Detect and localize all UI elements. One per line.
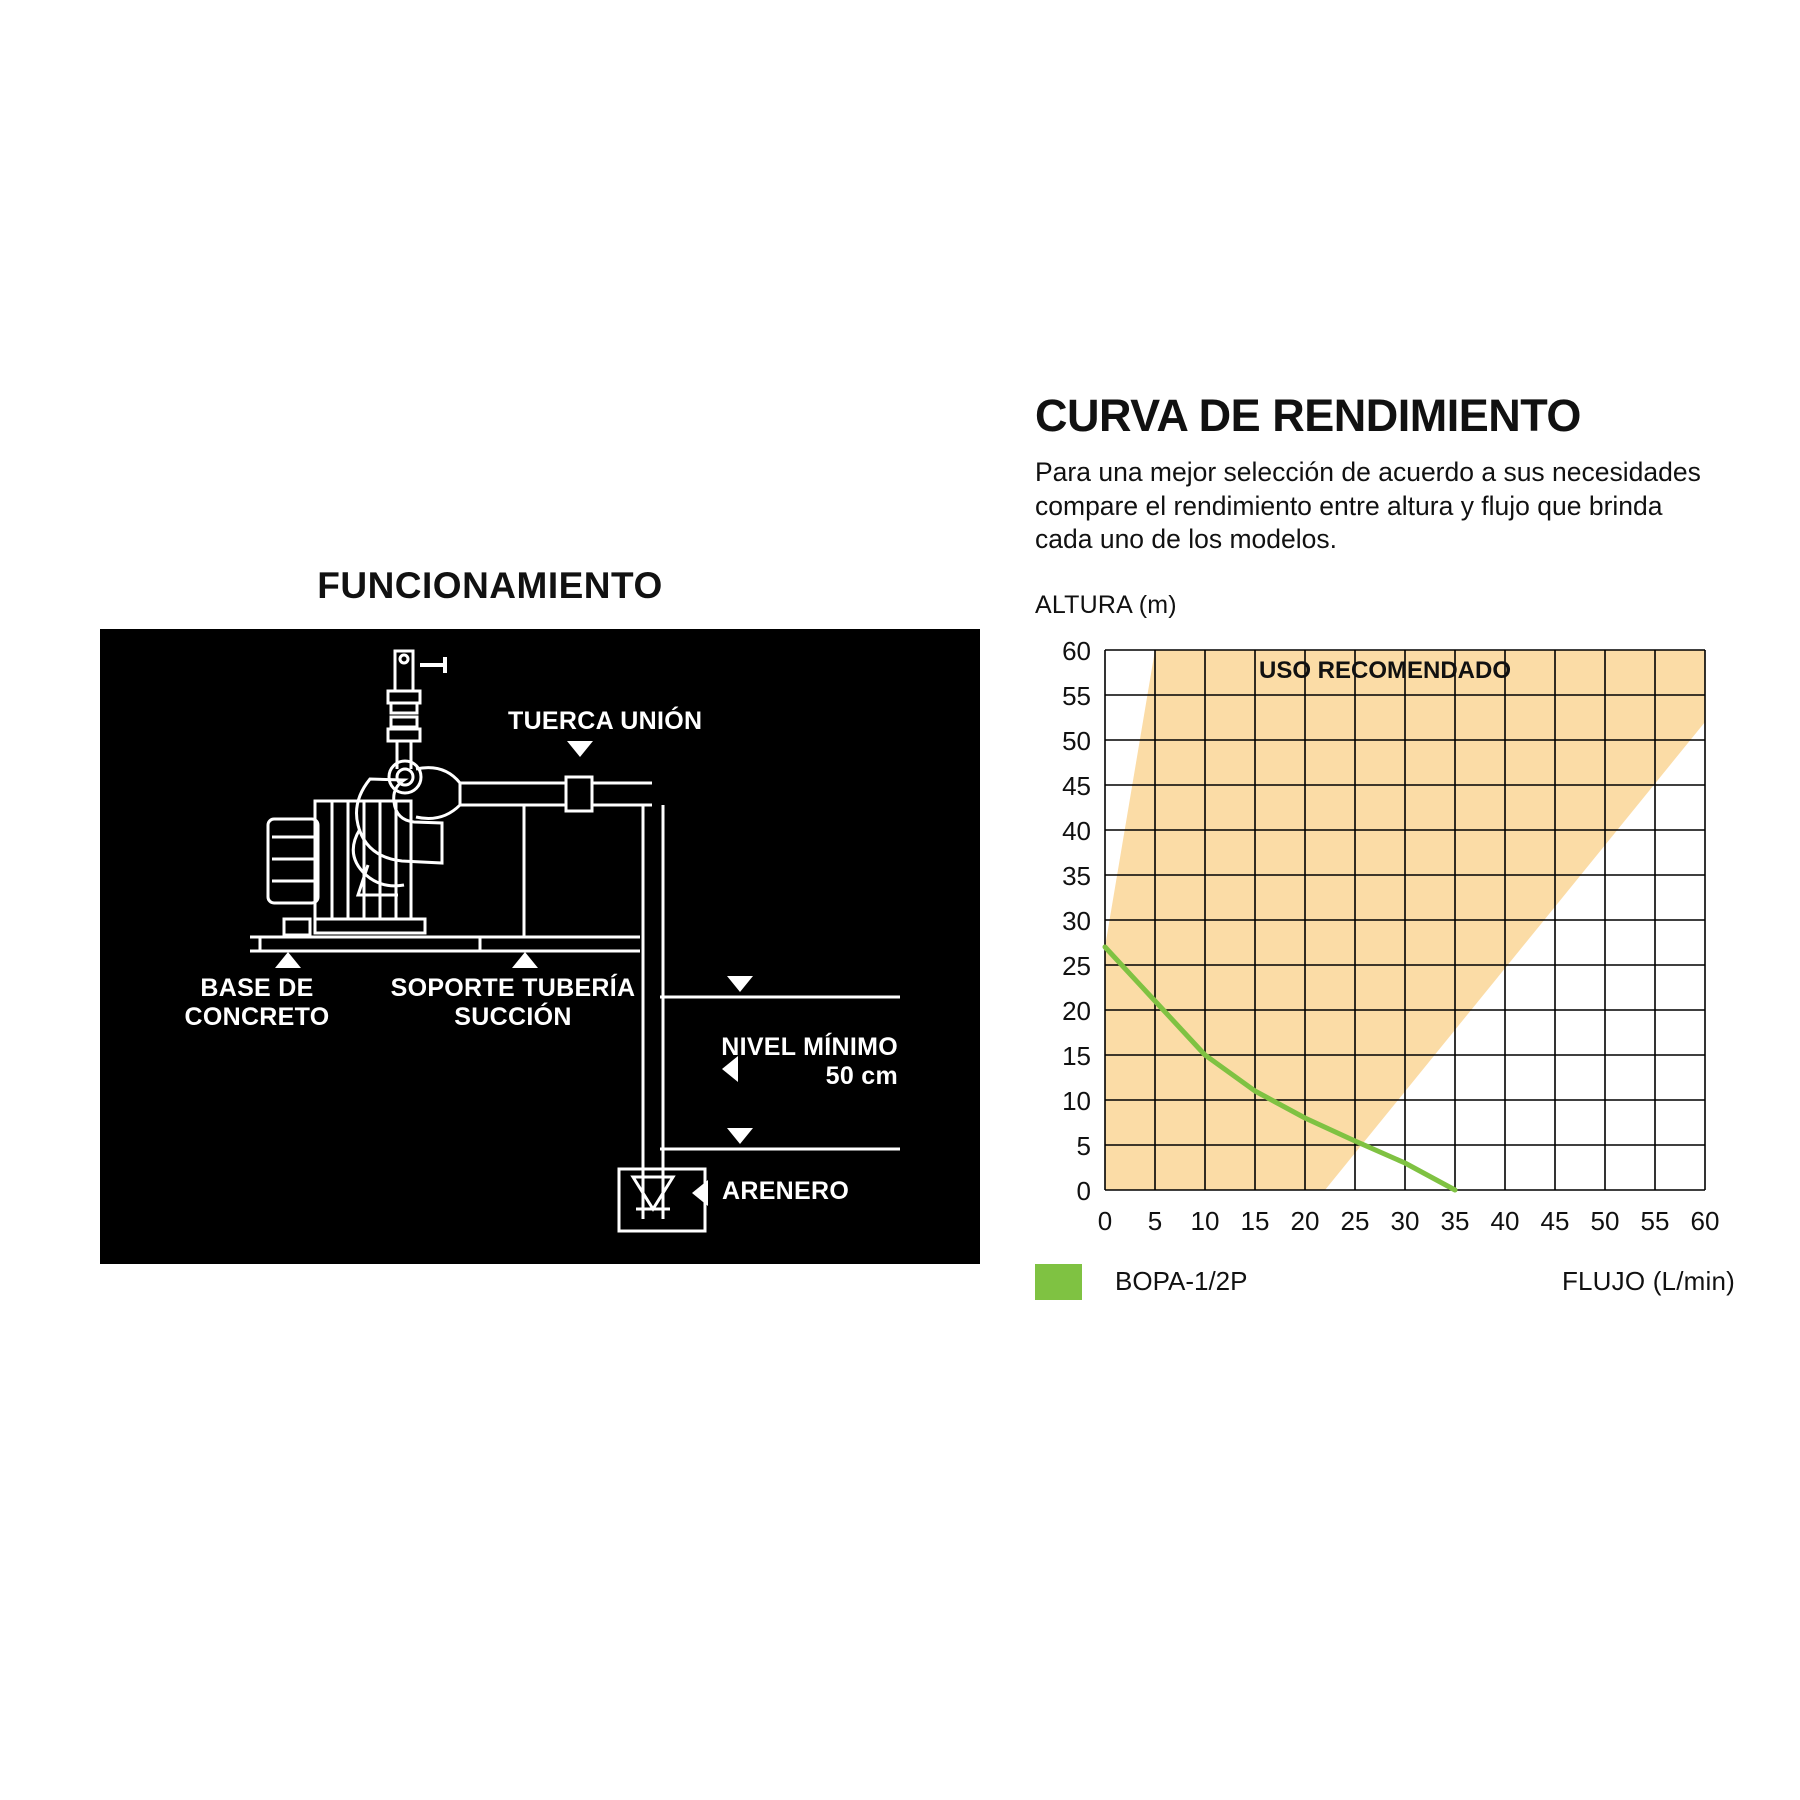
label-base-concreto-line1: BASE DE	[200, 974, 314, 1002]
svg-text:60: 60	[1062, 635, 1091, 666]
svg-text:10: 10	[1190, 1205, 1220, 1236]
x-axis-title: FLUJO (L/min)	[1561, 1265, 1735, 1296]
label-soporte-tuberia	[372, 974, 654, 1032]
arrow-soporte-tuberia-icon	[512, 952, 538, 968]
label-nivel-minimo-line1: NIVEL MÍNIMO	[721, 1033, 898, 1061]
svg-text:30: 30	[1390, 1205, 1420, 1236]
svg-text:55: 55	[1062, 680, 1091, 711]
x-tick-labels	[1098, 1206, 1720, 1236]
svg-text:35: 35	[1440, 1205, 1470, 1236]
label-base-concreto	[142, 974, 372, 1032]
svg-text:0: 0	[1076, 1175, 1091, 1206]
y-axis-title: ALTURA (m)	[1035, 590, 1177, 619]
curva-subtitle: Para una mejor selección de acuerdo a sus necesidades compare el rendimiento entre altura y flujo que brinda cada uno de los modelos.	[1035, 457, 1701, 555]
svg-text:25: 25	[1062, 950, 1091, 981]
svg-text:20: 20	[1290, 1205, 1320, 1236]
page-title: CURVA DE RENDIMIENTO	[1035, 390, 1581, 441]
arrow-base-concreto-icon	[275, 952, 301, 968]
svg-text:5: 5	[1147, 1205, 1163, 1236]
svg-text:60: 60	[1690, 1205, 1720, 1236]
svg-text:30: 30	[1062, 905, 1091, 936]
svg-text:15: 15	[1240, 1205, 1270, 1236]
arrow-nivel-inferior-icon	[727, 1128, 753, 1144]
y-tick-labels	[1062, 636, 1091, 1206]
svg-text:10: 10	[1062, 1085, 1091, 1116]
funcionamiento-title: FUNCIONAMIENTO	[317, 565, 663, 606]
arrow-nivel-superior-icon	[727, 976, 753, 992]
pump-installation-diagram	[100, 629, 980, 1264]
performance-chart	[1035, 630, 1735, 1250]
band-annotation: USO RECOMENDADO	[1258, 656, 1512, 684]
funcionamiento-panel	[100, 565, 980, 1264]
legend-swatch-bopa	[1035, 1264, 1082, 1300]
svg-text:45: 45	[1062, 770, 1091, 801]
label-soporte-tuberia-line2: SUCCIÓN	[454, 1002, 572, 1031]
label-tuerca-union: TUERCA UNIÓN	[508, 707, 703, 735]
chart-svg	[1035, 630, 1735, 1250]
arrow-tuerca-union-icon	[567, 741, 593, 757]
svg-text:55: 55	[1640, 1205, 1670, 1236]
svg-text:5: 5	[1076, 1130, 1091, 1161]
label-soporte-tuberia-line1: SOPORTE TUBERÍA	[390, 974, 636, 1002]
legend-label-bopa: BOPA-1/2P	[1115, 1265, 1248, 1296]
curva-rendimiento-panel	[1035, 390, 1755, 1306]
svg-text:50: 50	[1590, 1205, 1620, 1236]
svg-text:50: 50	[1062, 725, 1091, 756]
svg-text:35: 35	[1062, 860, 1091, 891]
svg-text:25: 25	[1340, 1205, 1370, 1236]
svg-text:40: 40	[1490, 1205, 1520, 1236]
svg-text:15: 15	[1062, 1040, 1091, 1071]
label-nivel-minimo	[668, 1033, 898, 1091]
label-base-concreto-line2: CONCRETO	[184, 1002, 330, 1031]
chart-legend	[1035, 1260, 1735, 1306]
arrow-arenero-icon	[692, 1180, 708, 1206]
svg-text:0: 0	[1097, 1205, 1113, 1236]
label-arenero: ARENERO	[722, 1177, 850, 1205]
svg-text:45: 45	[1540, 1205, 1570, 1236]
svg-text:40: 40	[1062, 815, 1091, 846]
label-nivel-minimo-line2: 50 cm	[825, 1061, 898, 1090]
svg-text:20: 20	[1062, 995, 1091, 1026]
